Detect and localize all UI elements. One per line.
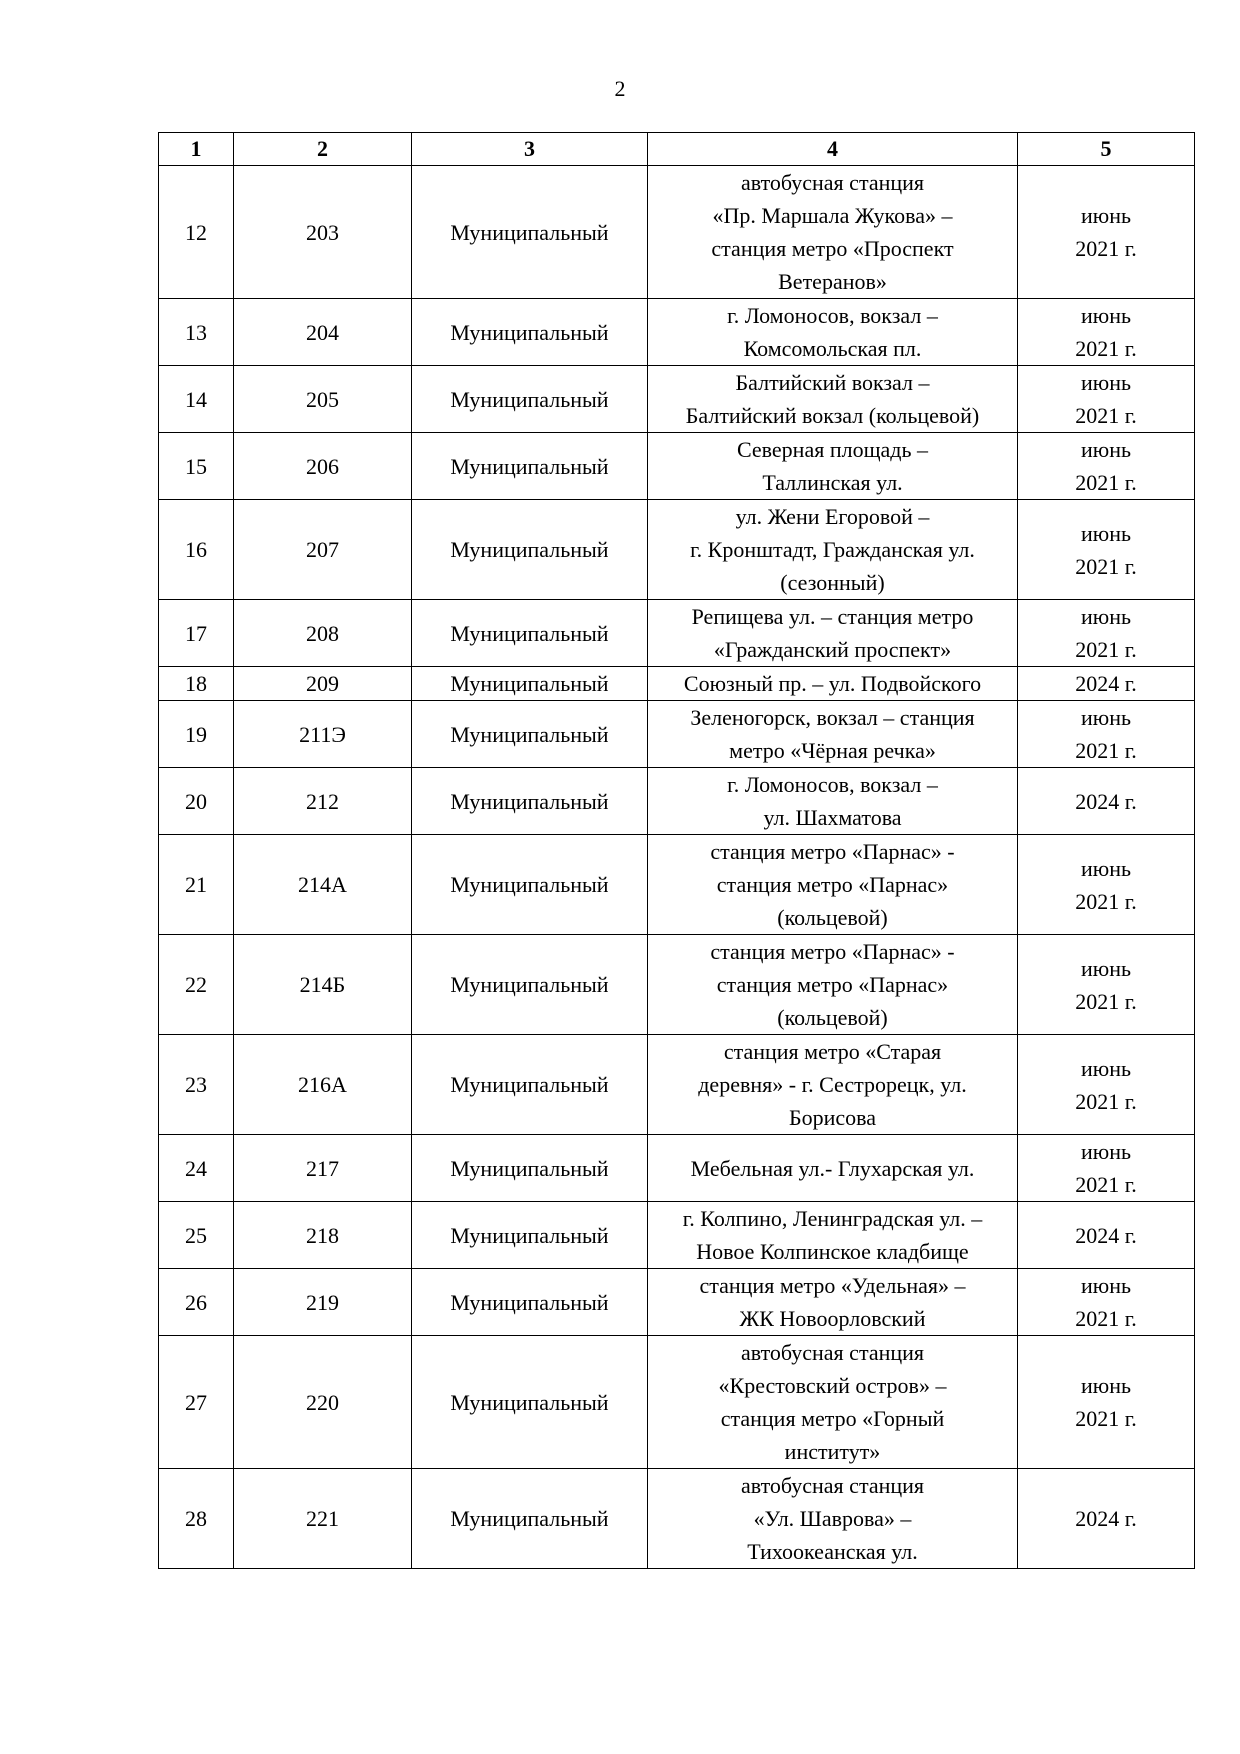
route-path-line: Мебельная ул.- Глухарская ул.: [690, 1155, 975, 1181]
route-type-cell: Муниципальный: [412, 299, 648, 366]
date-cell: [1018, 600, 1195, 667]
header-col-4: 4: [648, 133, 1018, 166]
route-number-cell: 216А: [234, 1035, 412, 1135]
date-cell: [1018, 835, 1195, 935]
date-line: июнь: [1080, 303, 1131, 328]
route-path-line: Северная площадь –: [736, 437, 929, 462]
date-line: 2021 г.: [1075, 553, 1137, 579]
route-path-cell: [648, 1269, 1018, 1336]
route-number-cell: 209: [234, 667, 412, 701]
route-type-cell: Муниципальный: [412, 1336, 648, 1469]
table-row: [159, 600, 1195, 667]
route-number-cell: 203: [234, 166, 412, 299]
route-path-line: Ветеранов»: [778, 269, 887, 294]
date-line: 2024 г.: [1075, 671, 1137, 696]
row-number-cell: 21: [159, 835, 234, 935]
date-line: июнь: [1080, 855, 1131, 881]
date-line: июнь: [1080, 370, 1131, 395]
row-number-cell: 16: [159, 500, 234, 600]
route-type-cell: Муниципальный: [412, 1269, 648, 1336]
row-number-cell: 26: [159, 1269, 234, 1336]
route-number-cell: 214Б: [234, 935, 412, 1035]
route-path-cell: [648, 299, 1018, 366]
route-path-cell: [648, 935, 1018, 1035]
date-line: 2021 г.: [1075, 1306, 1137, 1331]
route-path-line: Новое Колпинское кладбище: [696, 1239, 969, 1264]
route-number-cell: 204: [234, 299, 412, 366]
route-path-line: Тихоокеанская ул.: [747, 1539, 918, 1564]
route-type-cell: Муниципальный: [412, 701, 648, 768]
date-cell: [1018, 1035, 1195, 1135]
date-line: июнь: [1080, 1139, 1131, 1164]
route-path-line: Союзный пр. – ул. Подвойского: [683, 671, 982, 696]
route-path-line: станция метро «Парнас» -: [710, 839, 955, 864]
table-row: [159, 1135, 1195, 1202]
date-line: 2024 г.: [1075, 788, 1137, 814]
route-path-line: Комсомольская пл.: [743, 336, 922, 361]
route-number-cell: 219: [234, 1269, 412, 1336]
header-col-5: 5: [1018, 133, 1195, 166]
route-path-cell: [648, 1336, 1018, 1469]
page-number: 2: [614, 76, 626, 101]
date-cell: [1018, 768, 1195, 835]
route-type-cell: Муниципальный: [412, 600, 648, 667]
date-cell: [1018, 433, 1195, 500]
date-line: июнь: [1080, 1273, 1131, 1298]
route-path-line: ул. Жени Егоровой –: [735, 504, 930, 529]
date-cell: [1018, 500, 1195, 600]
header-col-1: 1: [159, 133, 234, 166]
route-path-line: ул. Шахматова: [763, 805, 902, 830]
row-number-cell: 22: [159, 935, 234, 1035]
route-type-cell: Муниципальный: [412, 1135, 648, 1202]
table-row: [159, 366, 1195, 433]
route-path-line: г. Кронштадт, Гражданская ул.: [690, 537, 975, 562]
route-number-cell: 221: [234, 1469, 412, 1569]
route-path-line: Зеленогорск, вокзал – станция: [690, 705, 975, 730]
route-path-cell: [648, 1135, 1018, 1202]
route-path-cell: [648, 433, 1018, 500]
table-row: [159, 1202, 1195, 1269]
route-path-line: (кольцевой): [777, 1005, 888, 1030]
route-path-line: Балтийский вокзал –: [735, 370, 930, 395]
route-path-line: «Гражданский проспект»: [713, 637, 952, 662]
date-line: июнь: [1080, 705, 1131, 730]
route-path-line: Балтийский вокзал (кольцевой): [685, 403, 980, 428]
row-number-cell: 14: [159, 366, 234, 433]
route-path-cell: [648, 1035, 1018, 1135]
route-type-cell: Муниципальный: [412, 835, 648, 935]
row-number-cell: 17: [159, 600, 234, 667]
route-type-cell: Муниципальный: [412, 667, 648, 701]
date-line: 2021 г.: [1075, 888, 1137, 914]
route-path-line: станция метро «Горный: [720, 1406, 945, 1431]
row-number-cell: 23: [159, 1035, 234, 1135]
row-number-cell: 28: [159, 1469, 234, 1569]
route-number-cell: 206: [234, 433, 412, 500]
row-number-cell: 27: [159, 1336, 234, 1469]
row-number-cell: 24: [159, 1135, 234, 1202]
route-path-line: автобусная станция: [740, 1473, 925, 1498]
date-cell: [1018, 1135, 1195, 1202]
date-line: 2021 г.: [1075, 1088, 1137, 1114]
date-cell: [1018, 1336, 1195, 1469]
row-number-cell: 25: [159, 1202, 234, 1269]
route-path-line: Репищева ул. – станция метро: [691, 604, 974, 629]
date-cell: [1018, 1469, 1195, 1569]
route-number-cell: 212: [234, 768, 412, 835]
date-cell: [1018, 701, 1195, 768]
route-path-cell: [648, 366, 1018, 433]
route-path-line: «Пр. Маршала Жукова» –: [712, 203, 953, 228]
date-line: 2024 г.: [1075, 1506, 1137, 1531]
route-path-line: «Ул. Шаврова» –: [753, 1506, 912, 1531]
route-path-cell: [648, 1469, 1018, 1569]
date-line: июнь: [1080, 437, 1131, 462]
date-line: июнь: [1080, 1373, 1131, 1398]
date-cell: [1018, 1202, 1195, 1269]
table-row: [159, 667, 1195, 701]
route-path-line: автобусная станция: [740, 1340, 925, 1365]
route-type-cell: Муниципальный: [412, 1035, 648, 1135]
route-type-cell: Муниципальный: [412, 433, 648, 500]
route-path-line: станция метро «Парнас» -: [710, 939, 955, 964]
date-line: 2021 г.: [1075, 403, 1137, 428]
route-type-cell: Муниципальный: [412, 1469, 648, 1569]
date-line: 2021 г.: [1075, 738, 1137, 763]
date-line: 2021 г.: [1075, 988, 1137, 1014]
table-row: [159, 166, 1195, 299]
route-path-line: автобусная станция: [740, 170, 925, 195]
route-path-line: г. Ломоносов, вокзал –: [727, 303, 938, 328]
route-path-cell: [648, 500, 1018, 600]
row-number-cell: 15: [159, 433, 234, 500]
route-path-line: станция метро «Старая: [723, 1039, 942, 1064]
route-path-line: ЖК Новоорловский: [739, 1306, 926, 1331]
route-path-line: станция метро «Парнас»: [716, 972, 949, 997]
route-path-line: «Крестовский остров» –: [718, 1373, 947, 1398]
date-cell: [1018, 935, 1195, 1035]
date-line: июнь: [1080, 203, 1131, 228]
row-number-cell: 12: [159, 166, 234, 299]
date-line: 2021 г.: [1075, 236, 1137, 261]
route-type-cell: Муниципальный: [412, 768, 648, 835]
route-path-line: Борисова: [788, 1105, 877, 1130]
date-line: июнь: [1080, 520, 1131, 546]
row-number-cell: 20: [159, 768, 234, 835]
route-number-cell: 218: [234, 1202, 412, 1269]
date-line: 2021 г.: [1075, 336, 1137, 361]
route-number-cell: 214А: [234, 835, 412, 935]
table-header-row: [159, 133, 1195, 166]
date-line: июнь: [1080, 1055, 1131, 1081]
table-row: [159, 768, 1195, 835]
row-number-cell: 18: [159, 667, 234, 701]
header-col-3: 3: [412, 133, 648, 166]
date-cell: [1018, 1269, 1195, 1336]
row-number-cell: 19: [159, 701, 234, 768]
table-row: [159, 500, 1195, 600]
route-path-line: (сезонный): [780, 570, 885, 595]
route-path-line: станция метро «Парнас»: [716, 872, 949, 897]
table-row: [159, 701, 1195, 768]
header-col-2: 2: [234, 133, 412, 166]
route-path-line: станция метро «Удельная» –: [699, 1273, 966, 1298]
route-number-cell: 208: [234, 600, 412, 667]
route-path-cell: [648, 600, 1018, 667]
date-cell: [1018, 299, 1195, 366]
route-number-cell: 207: [234, 500, 412, 600]
date-line: июнь: [1080, 955, 1131, 981]
date-cell: [1018, 366, 1195, 433]
date-line: 2021 г.: [1075, 637, 1137, 662]
date-line: 2024 г.: [1075, 1222, 1137, 1248]
route-type-cell: Муниципальный: [412, 166, 648, 299]
route-path-line: Таллинская ул.: [762, 470, 903, 495]
table-row: [159, 433, 1195, 500]
date-line: 2021 г.: [1075, 1172, 1137, 1197]
route-path-cell: [648, 701, 1018, 768]
route-number-cell: 205: [234, 366, 412, 433]
table-row: [159, 1469, 1195, 1569]
table-row: [159, 935, 1195, 1035]
route-type-cell: Муниципальный: [412, 500, 648, 600]
route-path-line: деревня» - г. Сестрорецк, ул.: [698, 1072, 967, 1097]
table-row: [159, 1035, 1195, 1135]
route-path-line: (кольцевой): [777, 905, 888, 930]
table-row: [159, 299, 1195, 366]
date-line: 2021 г.: [1075, 1406, 1137, 1431]
route-number-cell: 220: [234, 1336, 412, 1469]
row-number-cell: 13: [159, 299, 234, 366]
route-path-cell: [648, 667, 1018, 701]
route-type-cell: Муниципальный: [412, 366, 648, 433]
route-path-cell: [648, 835, 1018, 935]
route-path-line: метро «Чёрная речка»: [729, 738, 936, 763]
date-cell: [1018, 667, 1195, 701]
route-type-cell: Муниципальный: [412, 1202, 648, 1269]
table-row: [159, 835, 1195, 935]
route-path-line: станция метро «Проспект: [711, 236, 954, 261]
route-path-line: г. Ломоносов, вокзал –: [727, 772, 938, 797]
route-path-line: институт»: [784, 1439, 881, 1464]
route-number-cell: 211Э: [234, 701, 412, 768]
route-path-line: г. Колпино, Ленинградская ул. –: [682, 1206, 983, 1231]
route-path-cell: [648, 768, 1018, 835]
table-row: [159, 1336, 1195, 1469]
route-path-cell: [648, 166, 1018, 299]
route-type-cell: Муниципальный: [412, 935, 648, 1035]
date-line: 2021 г.: [1075, 470, 1137, 495]
table-row: [159, 1269, 1195, 1336]
route-path-cell: [648, 1202, 1018, 1269]
date-cell: [1018, 166, 1195, 299]
route-number-cell: 217: [234, 1135, 412, 1202]
routes-table: [158, 132, 1195, 1569]
table-body: [159, 166, 1195, 1569]
date-line: июнь: [1080, 604, 1131, 629]
